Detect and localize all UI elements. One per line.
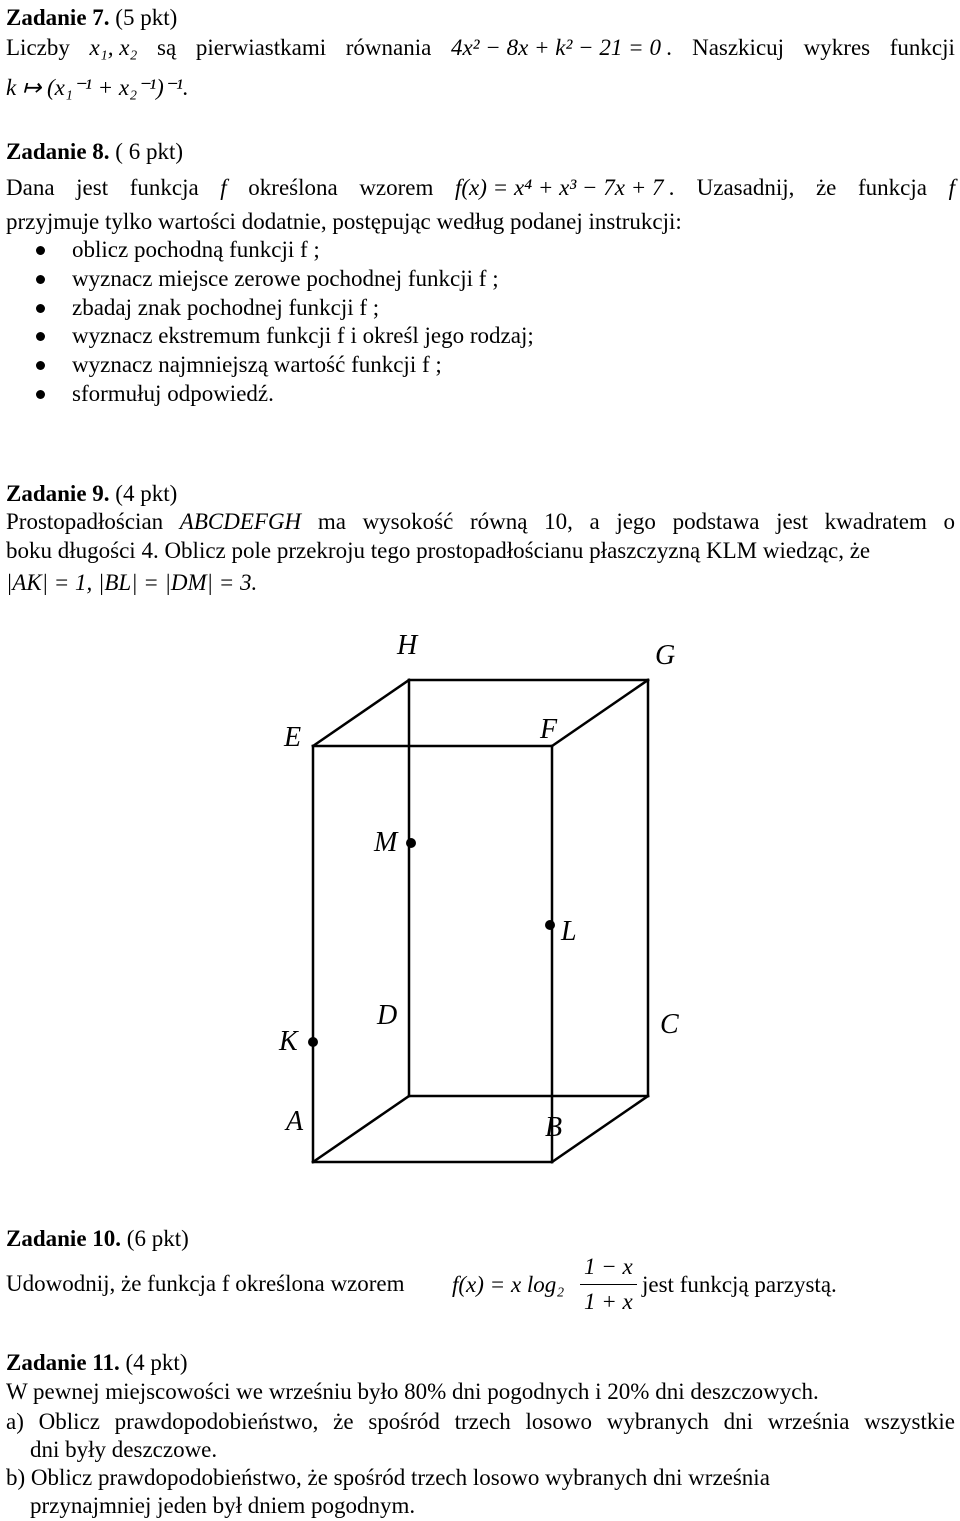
word: trzech <box>454 1409 511 1434</box>
label-f: F <box>540 714 558 745</box>
word: ma <box>317 509 346 534</box>
z10-fraction <box>580 1254 637 1315</box>
point-k <box>308 1037 318 1047</box>
list-item: wyznacz miejsce zerowe pochodnej funkcji f ; <box>0 267 534 296</box>
edge <box>552 1096 648 1162</box>
label-g: G <box>655 640 676 671</box>
word: dni <box>723 1409 754 1434</box>
z9-title: Zadanie 9. <box>6 481 110 506</box>
label-h: H <box>397 630 418 661</box>
list-item: wyznacz ekstremum funkcji f i określ jego rodzaj; <box>0 324 534 353</box>
word: Naszkicuj <box>692 35 785 60</box>
word: wysokość <box>362 509 454 534</box>
list-item: sformułuj odpowiedź. <box>0 382 534 411</box>
list-item: wyznacz najmniejszą wartość funkcji f ; <box>0 353 534 382</box>
word: jest <box>776 509 809 534</box>
word: funkcja <box>858 175 927 200</box>
z9-line3: |AK| = 1, |BL| = |DM| = 3. <box>6 570 258 595</box>
word: Liczby <box>6 35 70 60</box>
word: o <box>943 509 955 534</box>
z11-points: (4 pkt) <box>125 1350 188 1375</box>
label-b: B <box>545 1112 563 1143</box>
z10-title: Zadanie 10. <box>6 1226 122 1251</box>
word: września <box>767 1409 850 1434</box>
word: f <box>220 175 227 200</box>
word: Dana <box>6 175 55 200</box>
z7-function: k ↦ (x₁⁻¹ + x₂⁻¹)⁻¹. <box>6 75 189 100</box>
z10-formula-left: f(x) = x log₂ <box>452 1272 565 1297</box>
z8-points: ( 6 pkt) <box>115 139 183 164</box>
z11-title: Zadanie 11. <box>6 1350 120 1375</box>
z10-denominator: 1 + x <box>584 1289 633 1314</box>
point-m <box>406 838 416 848</box>
z11-heading <box>6 1351 187 1374</box>
list-item: oblicz pochodną funkcji f ; <box>0 238 534 267</box>
label-e: E <box>284 722 302 753</box>
z10-points: (6 pkt) <box>126 1226 189 1251</box>
word: Prostopadłościan <box>6 509 164 534</box>
word: prawdopodobieństwo, <box>114 1409 319 1434</box>
label-l: L <box>561 916 577 947</box>
z10-heading <box>6 1227 189 1250</box>
word: kwadratem <box>824 509 927 534</box>
word: f <box>948 175 955 200</box>
word: pierwiastkami <box>195 35 327 60</box>
word: Uzasadnij, <box>696 175 795 200</box>
word: a) <box>6 1409 24 1434</box>
z7-title: Zadanie 7. <box>6 5 110 30</box>
z8-formula: f(x) = x⁴ + x³ − 7x + 7 . <box>455 175 676 200</box>
word: jego <box>616 509 656 534</box>
label-a: A <box>286 1106 304 1137</box>
word: a <box>589 509 600 534</box>
z9-points: (4 pkt) <box>115 481 178 506</box>
word: jest <box>76 175 109 200</box>
word: Oblicz <box>38 1409 100 1434</box>
z10-text-before: Udowodnij, że funkcja f określona wzorem <box>6 1271 405 1296</box>
word: ABCDEFGH <box>179 509 302 534</box>
word: podstawa <box>672 509 760 534</box>
z11-b-line2: przynajmniej jeden był dniem pogodnym. <box>30 1493 416 1518</box>
word: funkcji <box>889 35 955 60</box>
edge <box>552 680 648 746</box>
point-l <box>545 920 555 930</box>
word: wzorem <box>359 175 434 200</box>
edge <box>313 1096 409 1162</box>
word: wybranych <box>606 1409 709 1434</box>
word: x₁, x₂ <box>89 35 138 60</box>
word: określona <box>248 175 338 200</box>
z8-title: Zadanie 8. <box>6 139 110 164</box>
word: że <box>333 1409 354 1434</box>
word: wykres <box>803 35 871 60</box>
word: są <box>157 35 177 60</box>
z11-a-line2: dni były deszczowe. <box>30 1437 218 1462</box>
word: 10, <box>544 509 573 534</box>
label-m: M <box>374 827 398 858</box>
z10-text-after: jest funkcją parzystą. <box>642 1272 837 1297</box>
label-c: C <box>660 1009 679 1040</box>
z7-equation: 4x² − 8x + k² − 21 = 0 . <box>450 35 673 60</box>
label-k: K <box>279 1026 298 1057</box>
z10-numerator: 1 − x <box>580 1254 637 1285</box>
word: wszystkie <box>864 1409 955 1434</box>
z8-line2: przyjmuje tylko wartości dodatnie, postępując według podanej instrukcji: <box>6 209 682 234</box>
z11-line1: W pewnej miejscowości we wrześniu było 80% dni pogodnych i 20% dni deszczowych. <box>6 1379 819 1404</box>
edge <box>313 680 409 746</box>
z9-line2: boku długości 4. Oblicz pole przekroju tego prostopadłościanu płaszczyzną KLM wiedząc, że <box>6 538 871 563</box>
word: funkcja <box>129 175 199 200</box>
word: losowo <box>525 1409 592 1434</box>
word: równania <box>345 35 432 60</box>
z7-points: (5 pkt) <box>115 5 178 30</box>
word: że <box>815 175 837 200</box>
word: spośród <box>368 1409 440 1434</box>
list-item: zbadaj znak pochodnej funkcji f ; <box>0 296 534 325</box>
label-d: D <box>377 1000 398 1031</box>
word: równą <box>469 509 528 534</box>
z11-b-line1: b) Oblicz prawdopodobieństwo, że spośród trzech losowo wybranych dni września <box>6 1465 770 1490</box>
z11-a-line1 <box>6 1410 955 1433</box>
